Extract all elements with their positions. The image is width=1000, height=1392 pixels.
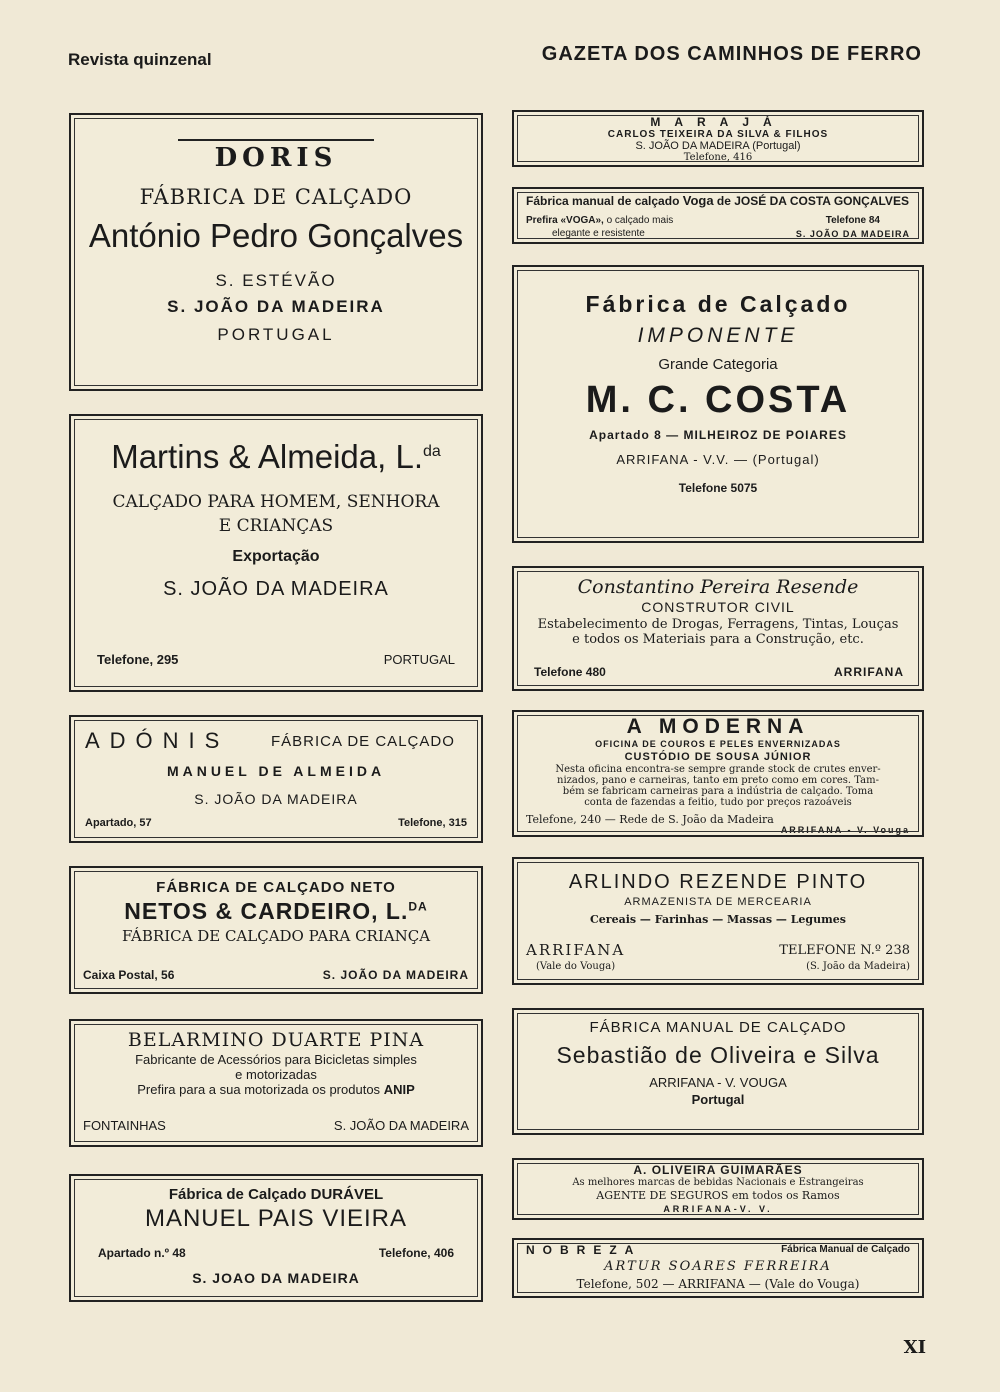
ad-body-1: Nesta oficina encontra-se sempre grande stock de crutes enver- — [555, 764, 881, 775]
brand-imponente: IMPONENTE — [637, 324, 799, 347]
ad-city: S. JOÃO DA MADEIRA — [194, 791, 358, 807]
ad-owner-name: CUSTÓDIO DE SOUSA JÚNIOR — [624, 751, 812, 763]
ad-owner-name: Constantino Pereira Resende — [577, 576, 859, 598]
ad-slogan: Prefira «VOGA», — [526, 215, 604, 226]
ad-company-name: M. C. COSTA — [585, 379, 851, 421]
ad-owner-name: ARLINDO REZENDE PINTO — [568, 871, 868, 893]
ad-city: S. JOÃO DA MADEIRA — [163, 578, 389, 600]
ad-owner-name: ARTUR SOARES FERREIRA — [604, 1259, 832, 1274]
ad-sebastiao — [512, 1008, 924, 1135]
magazine-title: GAZETA DOS CAMINHOS DE FERRO — [541, 43, 922, 65]
ad-phone: Telefone 84 — [825, 215, 880, 226]
ad-voga — [512, 187, 924, 244]
ad-phone: Telefone, 315 — [398, 817, 467, 829]
ad-body-3: bém se fabricam carneiras para a indústria de calçado. Toma — [562, 786, 874, 797]
ad-company-name: A MODERNA — [626, 715, 810, 738]
ad-product-line: FÁBRICA DE CALÇADO PARA CRIANÇA — [121, 927, 431, 945]
ad-city: S. JOÃO DA MADEIRA (Portugal) — [635, 140, 801, 152]
ad-city: S. JOAO DA MADEIRA — [192, 1270, 360, 1286]
ad-owner-name: António Pedro Gonçalves — [88, 217, 464, 254]
ad-place: ARRIFANA - V. VOUGA — [649, 1075, 787, 1090]
ad-owner-name: de JOSÉ DA COSTA GONÇALVES — [716, 194, 909, 208]
ad-a-moderna — [512, 710, 924, 837]
ad-owner-name: BELARMINO DUARTE PINA — [127, 1029, 425, 1051]
ad-nobreza — [512, 1238, 924, 1298]
ad-phone: Telefone, 502 — ARRIFANA — (Vale do Vouga) — [576, 1277, 860, 1291]
ad-factory: FÁBRICA MANUAL DE CALÇADO — [589, 1019, 847, 1036]
brand-nobreza: NOBREZA — [526, 1243, 642, 1257]
ad-country: Portugal — [691, 1092, 745, 1107]
ad-body-4: conta de fazendas a feitio, tudo por preços razoáveis — [584, 797, 852, 808]
ad-phone: Telefone, 406 — [378, 1246, 454, 1260]
brand-maraja: MARAJÁ — [650, 115, 786, 129]
ad-box: Caixa Postal, 56 — [83, 968, 175, 982]
name-suffix: da — [423, 443, 441, 460]
ad-city: S. JOÃO DA MADEIRA — [333, 1118, 469, 1133]
ad-city: S. JOÃO DA MADEIRA — [795, 229, 910, 239]
ad-place: FONTAINHAS — [83, 1118, 166, 1133]
ad-phone-network: (S. João da Madeira) — [806, 961, 910, 972]
brand-doris: DORIS — [214, 143, 338, 173]
ad-neto — [69, 866, 483, 994]
ad-phone: Telefone, 240 — Rede de S. João da Madeira — [526, 813, 774, 826]
ad-profession: ARMAZENISTA DE MERCEARIA — [624, 896, 812, 908]
ad-martins-almeida — [69, 414, 483, 692]
ad-owner-name: Sebastião de Oliveira e Silva — [556, 1042, 880, 1068]
ad-body-2: nizados, pano e carneiras, tanto em preto como em cores. Tam- — [557, 775, 879, 786]
ad-line-2: e todos os Materiais para a Construção, etc. — [572, 632, 864, 647]
ad-place: ARRIFANA — [526, 941, 626, 959]
ad-subtitle: FÁBRICA DE CALÇADO — [139, 185, 413, 209]
ad-owner-name: MANUEL PAIS VIEIRA — [144, 1205, 408, 1232]
ad-box: Apartado, 57 — [85, 817, 152, 829]
ad-place: ARRIFANA - V. Vouga — [780, 825, 910, 835]
ad-tagline: FÁBRICA DE CALÇADO — [271, 733, 455, 750]
ad-factory: Fábrica de Calçado — [168, 1186, 307, 1203]
ad-profession: CONSTRUTOR CIVIL — [641, 599, 795, 615]
ad-adonis — [69, 715, 483, 843]
ad-product-line: CALÇADO PARA HOMEM, SENHORA — [112, 492, 440, 512]
ad-factory: Fábrica de Calçado — [585, 291, 851, 317]
ad-arlindo — [512, 857, 924, 985]
page-number: XI — [903, 1337, 926, 1358]
ad-region: (Vale do Vouga) — [536, 961, 616, 972]
ad-place: S. ESTÉVÃO — [215, 271, 337, 290]
ad-line-1: OFICINA DE COUROS E PELES ENVERNIZADAS — [595, 739, 841, 749]
ad-owner-name: A. OLIVEIRA GUIMARÃES — [633, 1163, 803, 1177]
ad-country: PORTUGAL — [217, 325, 335, 344]
ad-products: Cereais — Farinhas — Massas — Legumes — [590, 913, 846, 926]
magazine-frequency: Revista quinzenal — [68, 50, 212, 69]
ad-company-name: CARLOS TEIXEIRA DA SILVA & FILHOS — [607, 129, 829, 140]
ad-constantino — [512, 566, 924, 691]
ad-line-1: As melhores marcas de bebidas Nacionais e Estrangeiras — [572, 1177, 864, 1188]
ad-line-2: e motorizadas — [235, 1067, 317, 1082]
ad-mc-costa — [512, 265, 924, 543]
brand-adonis: ADÓNIS — [85, 728, 230, 753]
brand-voga: Voga — [682, 193, 714, 208]
ad-phone: Telefone, 295 — [97, 652, 179, 667]
ad-phone: Telefone 480 — [534, 665, 606, 679]
ad-line-1: Estabelecimento de Drogas, Ferragens, Tintas, Louças — [537, 617, 899, 632]
ad-place: ARRIFANA — [834, 665, 904, 679]
ad-company-name: Martins & Almeida, L. — [111, 438, 423, 475]
ad-city: S. JOÃO DA MADEIRA — [167, 297, 385, 316]
ad-place: ARRIFANA-V. V. — [663, 1204, 773, 1214]
ad-category: Grande Categoria — [658, 356, 778, 373]
ad-city: S. JOÃO DA MADEIRA — [322, 968, 469, 982]
ad-duravel — [69, 1174, 483, 1302]
ad-export: Exportação — [232, 548, 320, 565]
ad-factory: FÁBRICA DE CALÇADO NETO — [156, 879, 396, 896]
ad-country: PORTUGAL — [383, 652, 455, 667]
brand-duravel: DURÁVEL — [310, 1186, 384, 1203]
ad-line-1: Fabricante de Acessórios para Bicicletas simples — [135, 1052, 417, 1067]
ad-box: Apartado n.º 48 — [98, 1246, 186, 1260]
ad-place: ARRIFANA - V.V. — (Portugal) — [616, 452, 820, 467]
ad-belarmino — [69, 1019, 483, 1147]
ad-address: Apartado 8 — MILHEIROZ DE POIARES — [589, 428, 847, 442]
name-suffix: DA — [408, 899, 428, 914]
ad-maraja — [512, 110, 924, 167]
ad-company-name: NETOS & CARDEIRO, L. — [124, 898, 409, 924]
ad-product-line-2: E CRIANÇAS — [218, 516, 334, 536]
ad-phone: Telefone, 416 — [683, 152, 753, 163]
ad-slogan-3: elegante e resistente — [552, 228, 645, 239]
ad-tagline: Fábrica Manual de Calçado — [781, 1244, 910, 1255]
ad-line-2: AGENTE DE SEGUROS em todos os Ramos — [596, 1189, 840, 1202]
ad-phone: Telefone 5075 — [678, 481, 758, 495]
ad-line-3: Prefira para a sua motorizada os produtos — [137, 1082, 381, 1097]
ad-factory: Fábrica manual de calçado — [526, 194, 680, 208]
brand-anip: ANIP — [383, 1082, 415, 1097]
ad-phone: TELEFONE N.º 238 — [779, 943, 910, 958]
ad-slogan-2: o calçado mais — [606, 215, 674, 226]
ad-owner-name: MANUEL DE ALMEIDA — [166, 763, 386, 779]
ad-oliveira — [512, 1158, 924, 1220]
ad-doris — [69, 113, 483, 391]
